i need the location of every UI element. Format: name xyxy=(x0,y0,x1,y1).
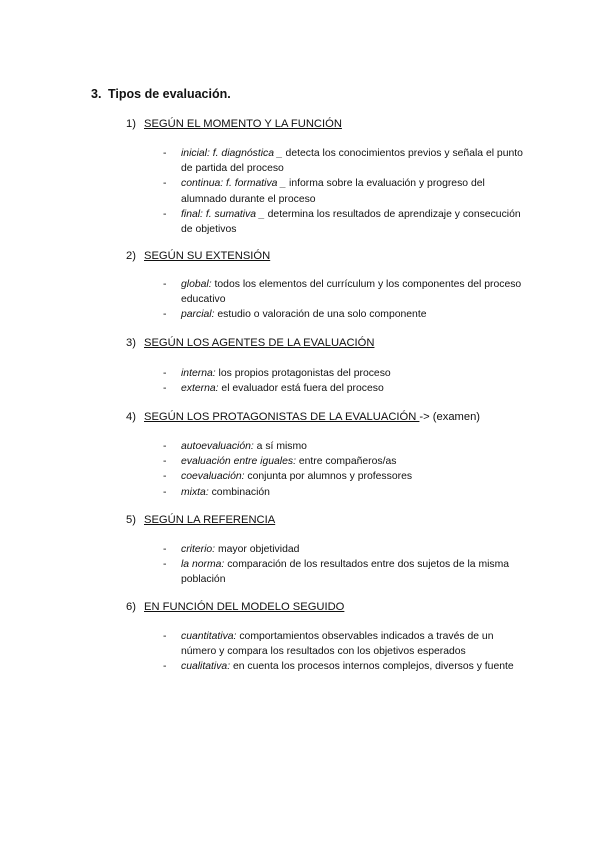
list-item: - mixta: combinación xyxy=(163,486,270,498)
subsection-title: EN FUNCIÓN DEL MODELO SEGUIDO xyxy=(144,601,345,613)
subsection-title: SEGÚN LOS AGENTES DE LA EVALUACIÓN xyxy=(144,337,375,349)
subsection-number: 5) xyxy=(126,514,136,526)
item-term: la norma: xyxy=(181,559,225,571)
item-term: criterio: xyxy=(181,544,216,555)
item-term: inicial: f. diagnóstica _ xyxy=(181,148,283,159)
subsection-title: SEGÚN EL MOMENTO Y LA FUNCIÓN xyxy=(144,118,342,130)
item-list xyxy=(163,146,523,237)
list-item: - inicial: f. diagnóstica _ detecta los conocimientos previos y señala el punto de partida del proceso xyxy=(163,148,523,175)
item-term: cualitativa: xyxy=(181,661,231,673)
list-item: - interna: los propios protagonistas del proceso xyxy=(163,368,391,379)
list-item: - evaluación entre iguales: entre compañeros/as xyxy=(163,456,397,468)
item-text: combinación xyxy=(208,486,270,498)
subsection-number: 6) xyxy=(126,601,136,613)
item-term: interna: xyxy=(181,368,216,379)
item-text: mayor objetividad xyxy=(215,544,300,555)
subsection-heading xyxy=(126,514,275,526)
item-text: conjunta por alumnos y professores xyxy=(244,471,413,483)
item-text: entre compañeros/as xyxy=(295,456,397,468)
list-item: - criterio: mayor objetividad xyxy=(163,544,300,555)
item-term: cuantitativa: xyxy=(181,631,237,642)
item-list xyxy=(163,277,523,323)
item-text: los propios protagonistas del proceso xyxy=(215,368,391,379)
item-text: a sí mismo xyxy=(253,441,307,452)
item-list xyxy=(163,439,523,500)
item-list xyxy=(163,366,523,396)
list-item: - parcial: estudio o valoración de una solo componente xyxy=(163,309,427,321)
item-term: continua: f. formativa _ xyxy=(181,178,287,190)
subsection-heading xyxy=(126,118,342,130)
item-text: estudio o valoración de una solo componente xyxy=(214,309,427,321)
item-term: coevaluación: xyxy=(181,471,245,483)
item-term: final: f. sumativa _ xyxy=(181,208,265,220)
item-text: determina los resultados de aprendizaje y consecución de objetivos xyxy=(181,208,521,236)
item-list xyxy=(163,629,523,675)
item-term: mixta: xyxy=(181,486,209,498)
title-number: 3. xyxy=(91,87,102,101)
item-text: comportamientos observables indicados a través de un número y compara los resultados con los objetivos esperados xyxy=(181,631,494,658)
subsection-number: 3) xyxy=(126,337,136,349)
item-text: detecta los conocimientos previos y señala el punto de partida del proceso xyxy=(181,148,523,175)
subsection-suffix: -> (examen) xyxy=(419,411,481,423)
subsection-number: 2) xyxy=(126,250,136,262)
subsection-heading xyxy=(126,601,344,613)
list-item: - cualitativa: en cuenta los procesos internos complejos, diversos y fuente xyxy=(163,661,514,673)
title-text: Tipos de evaluación. xyxy=(108,87,231,101)
subsection-heading xyxy=(126,250,270,262)
subsection-title: SEGÚN LA REFERENCIA xyxy=(144,514,276,526)
item-text: todos los elementos del currículum y los componentes del proceso educativo xyxy=(181,279,522,306)
item-text: informa sobre la evaluación y progreso del alumnado durante el proceso xyxy=(181,178,485,205)
item-term: global: xyxy=(181,279,212,290)
item-term: autoevaluación: xyxy=(181,441,254,452)
subsection-title: SEGÚN SU EXTENSIÓN xyxy=(144,250,271,262)
item-term: evaluación entre iguales: xyxy=(181,456,296,468)
subsection-heading xyxy=(126,337,374,349)
list-item: - coevaluación: conjunta por alumnos y professores xyxy=(163,471,413,483)
subsection-title: SEGÚN LOS PROTAGONISTAS DE LA EVALUACIÓN xyxy=(144,411,420,423)
item-text: en cuenta los procesos internos complejos, diversos y fuente xyxy=(230,661,514,673)
item-term: parcial: xyxy=(181,309,215,321)
list-item: - cuantitativa: comportamientos observables indicados a través de un número y compara los resultados con los objetivos esperados xyxy=(163,631,494,658)
list-item: - final: f. sumativa _ determina los resultados de aprendizaje y consecución de objetivos xyxy=(163,208,521,236)
item-term: externa: xyxy=(181,383,219,395)
list-item: - global: todos los elementos del currículum y los componentes del proceso educativo xyxy=(163,279,522,306)
item-text: el evaluador está fuera del proceso xyxy=(218,383,384,395)
list-item: - la norma: comparación de los resultados entre dos sujetos de la misma población xyxy=(163,559,510,586)
list-item: - continua: f. formativa _ informa sobre la evaluación y progreso del alumnado durante el proceso xyxy=(163,178,485,205)
item-text: comparación de los resultados entre dos sujetos de la misma población xyxy=(181,559,510,586)
list-item: - autoevaluación: a sí mismo xyxy=(163,441,307,452)
subsection-heading xyxy=(126,411,480,423)
list-item: - externa: el evaluador está fuera del proceso xyxy=(163,383,384,395)
item-list xyxy=(163,542,523,588)
subsection-number: 4) xyxy=(126,411,136,423)
subsection-number: 1) xyxy=(126,118,136,130)
section-title xyxy=(91,87,231,101)
